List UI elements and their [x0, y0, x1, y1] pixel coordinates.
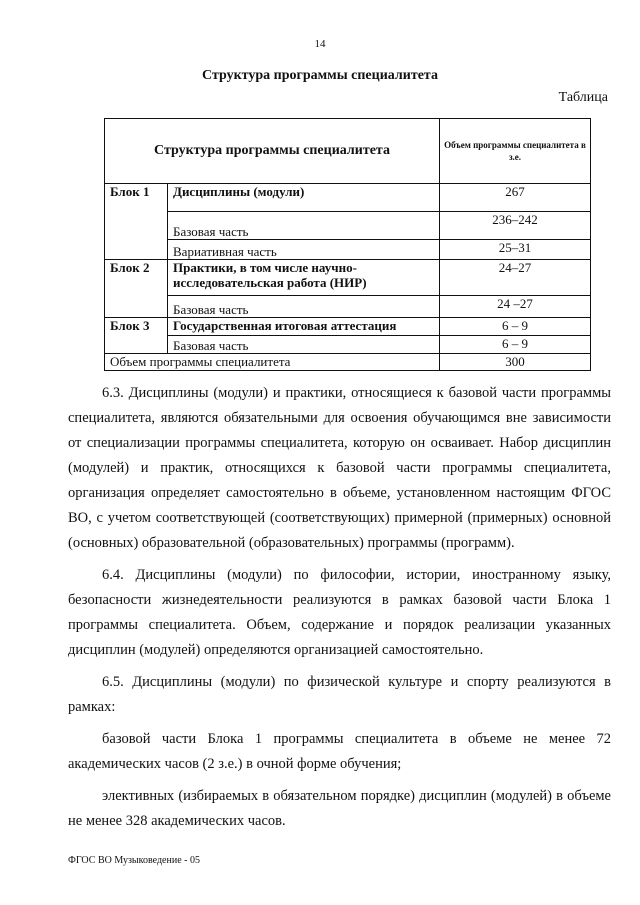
total-value: 300 — [440, 354, 591, 371]
block-label: Блок 2 — [105, 260, 168, 318]
page-number: 14 — [314, 38, 326, 50]
row-label: Вариативная часть — [168, 240, 440, 260]
row-value: 6 – 9 — [440, 336, 591, 354]
paragraph-6-3: 6.3. Дисциплины (модули) и практики, относящиеся к базовой части программы специалитета, являются обязательными для освоения обучающимся вне зависимости от специализации программы специалитета, которую он осваивает. Набор дисциплин (модулей) и практик, относящихся к базовой части программы специалитета, организация определяет самостоятельно в объеме, установленном настоящим ФГОС ВО, с учетом соответствующей (соответствующих) примерной (примерных) основной (основных) образовательной (образовательных) программы (программ). — [68, 385, 611, 551]
row-label: Дисциплины (модули) — [168, 184, 440, 212]
row-value: 25–31 — [440, 240, 591, 260]
row-value: 24 –27 — [440, 296, 591, 318]
row-label: Базовая часть — [168, 336, 440, 354]
table-row — [105, 296, 591, 318]
block-label: Блок 1 — [105, 184, 168, 260]
paragraph-6-5: 6.5. Дисциплины (модули) по физической культуре и спорту реализуются в рамках: — [68, 674, 611, 715]
document-footer: ФГОС ВО Музыковедение - 05 — [68, 855, 200, 866]
row-label: Базовая часть — [168, 296, 440, 318]
paragraph-6-5-item-1: базовой части Блока 1 программы специалитета в объеме не менее 72 академических часов (2 з.е.) в очной форме обучения; — [68, 731, 611, 772]
table-row — [105, 318, 591, 336]
row-label: Базовая часть — [168, 212, 440, 240]
paragraph-6-4: 6.4. Дисциплины (модули) по философии, истории, иностранному языку, безопасности жизнедеятельности реализуются в рамках базовой части Блока 1 программы специалитета. Объем, содержание и порядок реализации указанных дисциплин (модулей) определяются организацией самостоятельно. — [68, 567, 611, 658]
document-title: Структура программы специалитета — [202, 68, 438, 83]
table-row — [105, 260, 591, 296]
row-value: 267 — [440, 184, 591, 212]
header-structure: Структура программы специалитета — [105, 119, 440, 184]
table-row — [105, 336, 591, 354]
row-value: 6 – 9 — [440, 318, 591, 336]
row-value: 236–242 — [440, 212, 591, 240]
table-row — [105, 212, 591, 240]
row-value: 24–27 — [440, 260, 591, 296]
header-volume: Объем программы специалитета в з.е. — [440, 119, 591, 184]
body-text — [68, 381, 611, 834]
table-row — [105, 184, 591, 212]
table-caption: Таблица — [558, 90, 608, 105]
row-label: Государственная итоговая аттестация — [168, 318, 440, 336]
row-label: Практики, в том числе научно-исследовательская работа (НИР) — [168, 260, 440, 296]
table-header-row — [105, 119, 591, 184]
program-structure-table — [104, 118, 591, 371]
paragraph-6-5-item-2: элективных (избираемых в обязательном порядке) дисциплин (модулей) в объеме не менее 328 академических часов. — [68, 788, 611, 829]
table-row — [105, 240, 591, 260]
table-total-row — [105, 354, 591, 371]
block-label: Блок 3 — [105, 318, 168, 354]
total-label: Объем программы специалитета — [105, 354, 440, 371]
